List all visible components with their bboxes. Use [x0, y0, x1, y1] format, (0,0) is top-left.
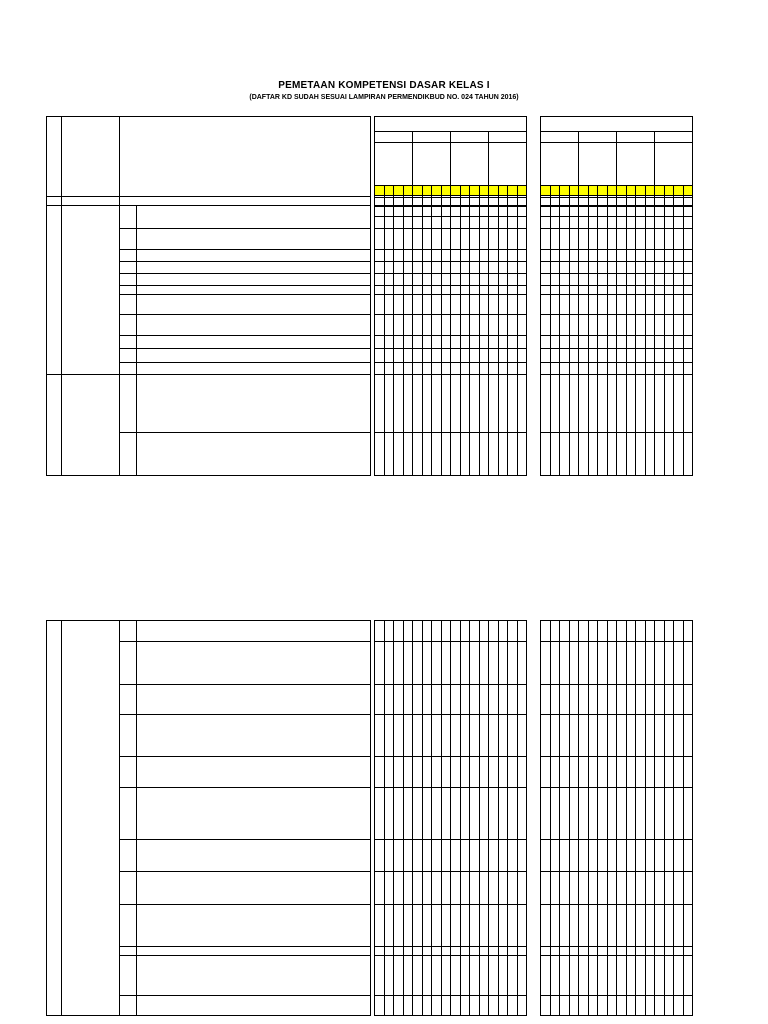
row-divider	[119, 273, 371, 274]
row-divider	[374, 249, 527, 250]
row-divider	[46, 374, 371, 375]
semester1-cell-divider	[393, 620, 394, 1016]
row-divider	[540, 261, 693, 262]
no-column-divider	[61, 116, 62, 476]
row-divider	[119, 432, 371, 433]
row-divider	[119, 684, 371, 685]
row-divider	[374, 756, 527, 757]
row-divider	[374, 362, 527, 363]
row-divider	[119, 839, 371, 840]
row-divider	[374, 871, 527, 872]
row-divider	[540, 641, 693, 642]
row-divider	[119, 756, 371, 757]
row-divider	[540, 335, 693, 336]
semester2-cell-divider	[664, 620, 665, 1016]
row-divider	[540, 249, 693, 250]
row-divider	[374, 348, 527, 349]
row-divider	[540, 946, 693, 947]
row-divider	[374, 335, 527, 336]
row-divider	[374, 374, 527, 375]
row-divider	[119, 714, 371, 715]
row-divider	[540, 216, 693, 217]
semester1-cell-divider	[422, 620, 423, 1016]
row-divider	[540, 294, 693, 295]
row-divider	[374, 684, 527, 685]
kd-number-divider	[136, 205, 137, 476]
row-divider	[374, 641, 527, 642]
semester2-tema-divider	[654, 131, 655, 185]
row-divider	[540, 285, 693, 286]
row-divider	[540, 348, 693, 349]
row-divider	[374, 197, 527, 198]
row-divider	[374, 714, 527, 715]
semester1-cell-divider	[450, 620, 451, 1016]
semester2-cell-divider	[550, 620, 551, 1016]
row-divider	[540, 432, 693, 433]
semester1-tema-divider	[412, 131, 413, 185]
row-divider	[540, 206, 693, 207]
no-column-divider	[61, 620, 62, 1016]
semester1-cell-divider	[469, 620, 470, 1016]
row-divider	[119, 946, 371, 947]
row-divider	[374, 206, 527, 207]
semester1-cell-divider	[384, 620, 385, 1016]
semester2-cell-divider	[673, 620, 674, 1016]
row-divider	[119, 285, 371, 286]
semester1-cell-divider	[479, 620, 480, 1016]
row-divider	[119, 641, 371, 642]
semester2-cell-divider	[626, 620, 627, 1016]
semester1-cell-divider	[431, 620, 432, 1016]
row-divider	[374, 955, 527, 956]
page-title: PEMETAAN KOMPETENSI DASAR KELAS I	[278, 80, 490, 91]
semester1-cell-divider	[412, 620, 413, 1016]
row-divider	[540, 955, 693, 956]
row-divider	[540, 273, 693, 274]
semester2-cell-divider	[578, 620, 579, 1016]
muatan-column-divider	[119, 620, 120, 1016]
muatan-column-divider	[119, 116, 120, 476]
semester1-cell-divider	[460, 620, 461, 1016]
row-divider	[119, 348, 371, 349]
row-divider	[374, 216, 527, 217]
row-divider	[374, 432, 527, 433]
semester1-cell-divider	[441, 620, 442, 1016]
semester1-tema-divider	[450, 131, 451, 185]
row-divider	[540, 787, 693, 788]
semester2-cell-divider	[597, 620, 598, 1016]
row-divider	[540, 374, 693, 375]
row-divider	[540, 904, 693, 905]
row-divider	[374, 294, 527, 295]
row-divider	[540, 871, 693, 872]
semester1-cell-divider	[507, 620, 508, 1016]
semester2-cell-divider	[645, 620, 646, 1016]
semester2-cell-divider	[683, 620, 684, 1016]
row-divider	[374, 314, 527, 315]
row-divider	[119, 904, 371, 905]
row-divider	[374, 273, 527, 274]
kd-number-divider	[136, 620, 137, 1016]
row-divider	[540, 839, 693, 840]
row-divider	[540, 228, 693, 229]
row-divider	[119, 955, 371, 956]
row-divider	[46, 205, 371, 206]
semester1-tema-divider	[488, 131, 489, 185]
row-divider	[119, 228, 371, 229]
row-divider	[540, 684, 693, 685]
semester2-cell-divider	[559, 620, 560, 1016]
row-divider	[119, 995, 371, 996]
semester1-cell-divider	[498, 620, 499, 1016]
row-divider	[119, 362, 371, 363]
semester2-cell-divider	[616, 620, 617, 1016]
row-divider	[540, 995, 693, 996]
row-divider	[540, 362, 693, 363]
semester2-tema-divider	[578, 131, 579, 185]
row-divider	[119, 261, 371, 262]
semester2-cell-divider	[635, 620, 636, 1016]
row-divider	[540, 314, 693, 315]
row-divider	[374, 839, 527, 840]
row-divider	[119, 249, 371, 250]
row-divider	[374, 228, 527, 229]
row-divider	[374, 904, 527, 905]
semester2-tema-divider	[616, 131, 617, 185]
row-divider	[119, 871, 371, 872]
row-divider	[540, 756, 693, 757]
row-divider	[374, 995, 527, 996]
row-divider	[540, 714, 693, 715]
row-divider	[374, 261, 527, 262]
row-divider	[119, 787, 371, 788]
row-divider	[374, 946, 527, 947]
header-bottom-line	[46, 196, 371, 197]
row-divider	[374, 285, 527, 286]
semester2-cell-divider	[607, 620, 608, 1016]
left-table-frame-page2	[46, 620, 371, 1016]
row-divider	[119, 335, 371, 336]
semester2-cell-divider	[569, 620, 570, 1016]
page-subtitle: (DAFTAR KD SUDAH SESUAI LAMPIRAN PERMENDIKBUD NO. 024 TAHUN 2016)	[249, 94, 519, 101]
semester2-cell-divider	[588, 620, 589, 1016]
row-divider	[119, 294, 371, 295]
semester1-cell-divider	[403, 620, 404, 1016]
left-table-frame	[46, 116, 371, 476]
row-divider	[374, 787, 527, 788]
row-divider	[119, 314, 371, 315]
row-divider	[540, 197, 693, 198]
semester1-cell-divider	[488, 620, 489, 1016]
semester2-cell-divider	[654, 620, 655, 1016]
semester1-cell-divider	[517, 620, 518, 1016]
